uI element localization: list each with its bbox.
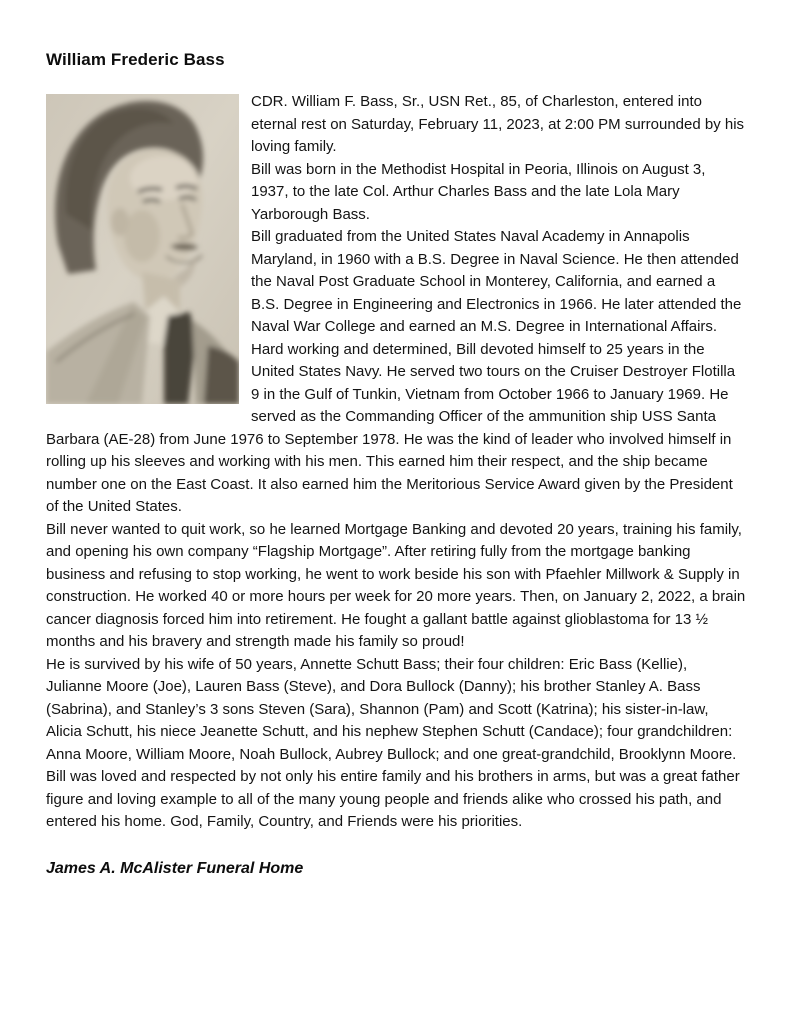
portrait-photo	[46, 94, 239, 404]
paragraph-survivors: He is survived by his wife of 50 years, Annette Schutt Bass; their four children: Eric Bass (Kellie), Julianne Moore (Joe), Lauren Bass (Steve), and Dora Bullock (Danny); his brother Stanley A. Bass (Sabrina), and Stanley’s 3 sons Steven (Sara), Shannon (Pam) and Scott (Katrina); his sister-in-law, Alicia Schutt, his niece Jeanette Schutt, and his nephew Stephen Schutt (Candace); four grandchildren: Anna Moore, William Moore, Noah Bullock, Aubrey Bullock; and one great-grandchild, Brooklynn Moore.	[46, 655, 737, 763]
obituary-body	[46, 91, 747, 834]
portrait-photo-graphic	[46, 94, 239, 404]
paragraph-intro: CDR. William F. Bass, Sr., USN Ret., 85, of Charleston, entered into eternal rest on Saturday, February 11, 2023, at 2:00 PM surrounded by his loving family.	[251, 93, 745, 155]
paragraph-navy-career: Hard working and determined, Bill devoted himself to 25 years in the United States Navy. He served two tours on the Cruiser Destroyer Flotilla 9 in the Gulf of Tunkin, Vietnam from October 1966 to January 1969. He served as the Commanding Officer of the ammunition ship USS Santa Barbara (AE-28) from June 1976 to September 1978. He was the kind of leader who involved himself in rolling up his sleeves and working with his men. This earned him their respect, and the ship became number one on the East Coast. It also earned him the Meritorious Service Award given by the President of the United States.	[46, 340, 736, 515]
page-title: William Frederic Bass	[46, 50, 225, 69]
funeral-home-name: James A. McAlister Funeral Home	[46, 859, 304, 877]
paragraph-education: Bill graduated from the United States Naval Academy in Annapolis Maryland, in 1960 with a B.S. Degree in Naval Science. He then attended the Naval Post Graduate School in Monterey, California, and earned a B.S. Degree in Engineering and Electronics in 1966. He later attended the Naval War College and earned an M.S. Degree in International Affairs.	[251, 228, 742, 335]
paragraph-closing: Bill was loved and respected by not only his entire family and his brothers in arms, but was a great father figure and loving example to all of the many young people and friends alike who crossed his path, and entered his home. God, Family, Country, and Friends were his priorities.	[46, 768, 740, 830]
paragraph-birth: Bill was born in the Methodist Hospital in Peoria, Illinois on August 3, 1937, to the late Col. Arthur Charles Bass and the late Lola Mary Yarborough Bass.	[251, 160, 706, 223]
paragraph-second-career: Bill never wanted to quit work, so he learned Mortgage Banking and devoted 20 years, training his family, and opening his own company “Flagship Mortgage”. After retiring fully from the mortgage banking business and refusing to stop working, he went to work beside his son with Pfaehler Millwork & Supply in construction. He worked 40 or more hours per week for 20 more years. Then, on January 2, 2022, a brain cancer diagnosis forced him into retirement. He fought a gallant battle against glioblastoma for 13 ½ months and his bravery and strength made his family so proud!	[46, 520, 746, 650]
